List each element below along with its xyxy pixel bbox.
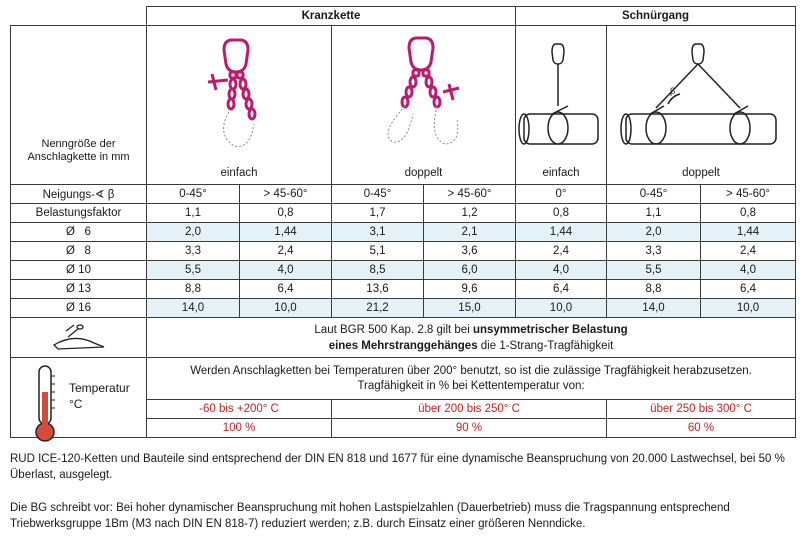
capacity-cell: 8,8 — [147, 280, 240, 299]
capacity-cell: 3,3 — [147, 242, 240, 261]
temp-percent-3: 60 % — [607, 419, 796, 438]
temperature-text2: Tragfähigkeit in % bei Kettentemperatur von: — [357, 379, 585, 392]
table-row — [11, 223, 796, 242]
temp-percent-2: 90 % — [332, 419, 607, 438]
capacity-cell: 2,4 — [701, 242, 796, 261]
capacity-cell: 3,3 — [607, 242, 701, 261]
angle-row-label: Neigungs-∢ β — [11, 185, 147, 204]
corner-label-line2: Anschlagkette in mm — [27, 151, 130, 163]
angle-cell: > 45-60° — [240, 185, 332, 204]
factor-cell: 1,2 — [424, 204, 516, 223]
illustration-kranzkette-doppelt — [332, 26, 516, 163]
capacity-cell: 6,4 — [240, 280, 332, 299]
factor-cell: 0,8 — [516, 204, 607, 223]
temperature-cell — [11, 358, 147, 438]
table-row — [11, 280, 796, 299]
variant-label-1: einfach — [147, 162, 332, 184]
angle-cell: > 45-60° — [701, 185, 796, 204]
angle-cell: 0-45° — [332, 185, 424, 204]
capacity-cell: 1,44 — [516, 223, 607, 242]
capacity-cell: 10,0 — [240, 299, 332, 318]
asymmetric-load-icon — [44, 319, 114, 353]
capacity-cell: 9,6 — [424, 280, 516, 299]
factor-cell: 1,7 — [332, 204, 424, 223]
capacity-cell: 10,0 — [701, 299, 796, 318]
capacity-cell: 21,2 — [332, 299, 424, 318]
temp-range-3: über 250 bis 300° C — [607, 400, 796, 419]
capacity-cell: 14,0 — [607, 299, 701, 318]
factor-cell: 1,1 — [147, 204, 240, 223]
angle-cell: 0-45° — [147, 185, 240, 204]
capacity-cell: 10,0 — [516, 299, 607, 318]
row-label: Ø 8 — [11, 242, 147, 261]
temperature-text1: Werden Anschlagketten bei Temperaturen über 200° benutzt, so ist die zulässige Tragfähigkeit herabzusetzen. — [190, 364, 752, 377]
row-label: Ø 16 — [11, 299, 147, 318]
capacity-cell: 1,44 — [701, 223, 796, 242]
capacity-cell: 14,0 — [147, 299, 240, 318]
table-row — [11, 242, 796, 261]
temperature-note-cell — [147, 358, 796, 400]
asym-note-part2: die 1-Strang-Tragfähigkeit — [477, 339, 614, 352]
angle-cell: 0-45° — [607, 185, 701, 204]
table-row — [11, 299, 796, 318]
factor-cell: 1,1 — [607, 204, 701, 223]
footnote-2: Die BG schreibt vor: Bei hoher dynamischer Beanspruchung mit hohen Lastspielzahlen (Dauerbetrieb) muss die Tragspannung entsprechend Triebwerksgruppe 1Bm (M3 nach DIN EN 818-7) reduziert werden; z.B. durch Einsatz einer größeren Nenndicke. — [10, 502, 730, 530]
capacity-cell: 2,4 — [516, 242, 607, 261]
variant-label-3: einfach — [516, 162, 607, 184]
load-capacity-table — [10, 6, 796, 438]
capacity-cell: 5,5 — [607, 261, 701, 280]
row-label: Ø 6 — [11, 223, 147, 242]
asym-note-part1: Laut BGR 500 Kap. 2.8 gilt bei — [314, 323, 473, 336]
asym-note-bold2: eines Mehrstranggehänges — [328, 339, 478, 352]
capacity-cell: 8,8 — [607, 280, 701, 299]
capacity-cell: 5,1 — [332, 242, 424, 261]
corner-label-cell — [11, 26, 147, 185]
asym-note-bold1: unsymmetrischer Belastung — [472, 323, 628, 336]
capacity-cell: 15,0 — [424, 299, 516, 318]
illustration-schnuergang-doppelt — [607, 26, 796, 163]
illustration-schnuergang-einfach — [516, 26, 607, 163]
capacity-cell: 4,0 — [240, 261, 332, 280]
temperature-label: Temperatur — [69, 381, 130, 395]
corner-label-line1: Nenngröße der — [41, 138, 116, 150]
temp-range-1: -60 bis +200° C — [147, 400, 332, 419]
angle-cell: 0° — [516, 185, 607, 204]
capacity-cell: 5,5 — [147, 261, 240, 280]
capacity-cell: 8,5 — [332, 261, 424, 280]
capacity-cell: 1,44 — [240, 223, 332, 242]
capacity-cell: 3,1 — [332, 223, 424, 242]
capacity-cell: 2,1 — [424, 223, 516, 242]
factor-cell: 0,8 — [701, 204, 796, 223]
angle-cell: > 45-60° — [424, 185, 516, 204]
variant-label-2: doppelt — [332, 162, 516, 184]
capacity-cell: 6,4 — [516, 280, 607, 299]
header-kranzkette: Kranzkette — [147, 7, 516, 26]
row-label: Ø 13 — [11, 280, 147, 299]
corner-cell — [11, 7, 147, 26]
header-schnuergang: Schnürgang — [516, 7, 796, 26]
temperature-unit: °C — [69, 397, 83, 411]
capacity-cell: 4,0 — [701, 261, 796, 280]
asym-note-cell — [147, 318, 796, 358]
temp-percent-1: 100 % — [147, 419, 332, 438]
variant-label-4: doppelt — [607, 162, 796, 184]
capacity-cell: 2,0 — [607, 223, 701, 242]
asym-load-icon-cell — [11, 318, 147, 358]
capacity-cell: 3,6 — [424, 242, 516, 261]
svg-text:β: β — [670, 86, 676, 96]
table-row — [11, 261, 796, 280]
factor-row-label: Belastungsfaktor — [11, 204, 147, 223]
capacity-cell: 4,0 — [516, 261, 607, 280]
thermometer-icon — [25, 362, 65, 446]
footnote-1: RUD ICE-120-Ketten und Bauteile sind entsprechend der DIN EN 818 und 1677 für eine dynamische Beanspruchung von 20.000 Lastwechsel, bei 50 % Überlast, ausgelegt. — [10, 453, 785, 481]
capacity-cell: 6,0 — [424, 261, 516, 280]
capacity-cell: 2,0 — [147, 223, 240, 242]
row-label: Ø 10 — [11, 261, 147, 280]
factor-cell: 0,8 — [240, 204, 332, 223]
illustration-kranzkette-einfach — [147, 26, 332, 163]
capacity-cell: 2,4 — [240, 242, 332, 261]
capacity-cell: 6,4 — [701, 280, 796, 299]
capacity-cell: 13,6 — [332, 280, 424, 299]
temp-range-2: über 200 bis 250° C — [332, 400, 607, 419]
